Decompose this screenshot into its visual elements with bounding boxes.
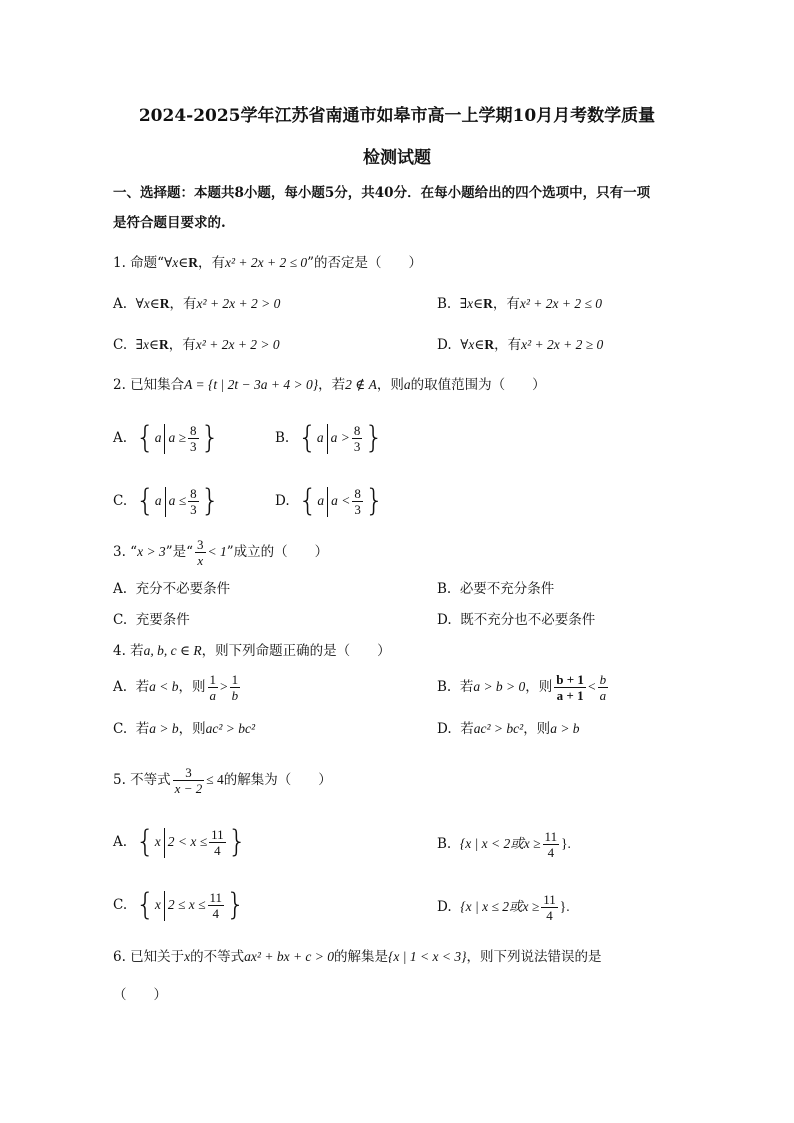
fraction: $\frac{1}{a}$ — [209, 672, 217, 703]
q3-condition2: < 1 — [207, 544, 227, 559]
fraction: $\frac{8}{3}$ — [354, 486, 361, 517]
option-label: B. — [275, 430, 290, 446]
q6-inequality: ax² + bx + c > 0 — [244, 949, 335, 964]
q5-relation: ≤ 4 — [206, 772, 224, 787]
right-brace: } — [200, 420, 220, 456]
fraction: $\frac{b}{a}$ — [599, 672, 607, 703]
q4-option-c[interactable]: C. 若a > b，则ac² > bc² — [113, 721, 256, 737]
left-brace: { — [135, 887, 155, 923]
question-5-stem — [113, 763, 332, 797]
q2-mid: ，若 — [318, 377, 346, 393]
set-relation: a ≤ — [168, 493, 187, 508]
option-text: 充分不必要条件 — [135, 581, 231, 597]
q4-option-b[interactable]: B. 若a > b > 0，则 $\frac{b + 1}{a + 1}$ < $\frac{b}{a}$ — [437, 672, 607, 703]
option-condition: a > b > 0 — [473, 679, 526, 694]
question-2-stem — [113, 376, 546, 394]
option-label: D. — [275, 493, 290, 509]
option-text: 既不充分也不必要条件 — [460, 612, 596, 628]
q3-option-b[interactable]: B. 必要不充分条件 — [437, 581, 555, 597]
q3-option-d[interactable]: D. 既不充分也不必要条件 — [437, 612, 596, 628]
q6-prefix: 6. 已知关于 — [113, 949, 185, 965]
question-6-stem: 6. 已知关于x的不等式ax² + bx + c > 0的解集是{x | 1 < x < 3}，则下列说法错误的是 — [113, 949, 602, 965]
q1-option-d[interactable] — [437, 336, 603, 354]
q1-real-set: R — [188, 255, 198, 270]
right-brace: } — [200, 483, 220, 519]
q1-mid: ，有 — [197, 255, 225, 271]
set-variable: a — [154, 493, 162, 508]
q5-prefix: 5. 不等式 — [113, 772, 171, 788]
option-text: 必要不充分条件 — [459, 581, 555, 597]
option-mid: ，有 — [492, 296, 520, 312]
fraction: $\frac{8}{3}$ — [190, 486, 197, 517]
set-variable: a — [316, 430, 324, 445]
q2-option-d[interactable] — [275, 482, 384, 520]
option-expression: x² + 2x + 2 ≥ 0 — [521, 337, 604, 352]
q3-option-c[interactable]: C. 充要条件 — [113, 612, 190, 628]
q2-set: A = {t | 2t − 3a + 4 > 0} — [184, 377, 319, 392]
left-brace: { — [135, 420, 155, 456]
right-brace: } — [364, 483, 384, 519]
q2-option-c[interactable] — [113, 482, 220, 520]
option-quantifier: ∃x∈ — [135, 337, 160, 352]
option-label: C. — [113, 337, 128, 353]
fraction: $\frac{11}{4}$ — [211, 827, 224, 858]
fraction: $\frac{3}{x - 2}$ — [174, 765, 203, 796]
q2-condition: 2 ∉ A — [345, 377, 377, 392]
q4-prefix: 4. 若 — [113, 643, 144, 659]
option-label: C. — [113, 493, 128, 509]
page-title: 2024-2025学年江苏省南通市如皋市高一上学期10月月考数学质量 — [138, 106, 656, 126]
left-brace: { — [298, 483, 318, 519]
q2-mid2: ，则 — [376, 377, 404, 393]
set-relation: a > — [330, 430, 350, 445]
option-real-set: R — [484, 337, 495, 352]
q5-option-a[interactable]: A. {x 2 < x ≤ $\frac{11}{4}$ } — [113, 824, 247, 860]
right-brace: } — [227, 824, 247, 860]
fraction: $\frac{8}{3}$ — [190, 423, 197, 454]
q1-option-a[interactable] — [113, 295, 280, 313]
question-6-line2: （ ） — [113, 987, 167, 1003]
fraction: $\frac{11}{4}$ — [543, 892, 556, 923]
set-bar — [164, 891, 165, 921]
q1-quantifier: ∀x∈ — [164, 255, 189, 270]
q4-option-a[interactable]: A. 若a < b，则 $\frac{1}{a}$ > $\frac{1}{b}$ — [113, 672, 239, 703]
q1-proposition: x² + 2x + 2 ≤ 0 — [224, 255, 308, 270]
option-quantifier: ∀x∈ — [135, 296, 160, 311]
q3-option-a[interactable]: A. 充分不必要条件 — [113, 581, 231, 597]
set-bar — [165, 487, 166, 517]
option-label: B. — [437, 296, 452, 312]
page-title-line2: 检测试题 — [363, 148, 431, 168]
q2-variable: a — [403, 377, 411, 392]
set-bar — [327, 424, 328, 454]
question-1-stem — [113, 254, 422, 272]
fraction: $\frac{b + 1}{a + 1}$ — [556, 672, 584, 703]
left-brace: { — [135, 824, 155, 860]
set-bar — [327, 487, 328, 517]
option-mid: ，有 — [168, 337, 196, 353]
q3-condition1: x > 3 — [137, 544, 166, 559]
fraction: $\frac{11}{4}$ — [544, 829, 558, 860]
q1-option-b[interactable] — [437, 295, 602, 313]
q1-option-c[interactable] — [113, 336, 280, 354]
option-expression: x² + 2x + 2 > 0 — [195, 337, 280, 352]
set-relation: a ≥ — [168, 430, 187, 445]
option-real-set: R — [159, 296, 170, 311]
q5-suffix: 的解集为（ ） — [223, 772, 332, 788]
option-condition: a < b — [149, 679, 179, 694]
q2-option-a[interactable] — [113, 419, 220, 457]
q2-prefix: 2. 已知集合 — [113, 377, 185, 393]
right-brace: } — [364, 420, 384, 456]
question-4-stem — [113, 642, 391, 660]
q4-suffix: ，则下列命题正确的是（ ） — [201, 643, 391, 659]
right-brace: } — [226, 887, 246, 923]
option-label: A. — [113, 430, 128, 446]
option-quantifier: ∃x∈ — [459, 296, 484, 311]
option-mid: ，有 — [494, 337, 522, 353]
option-real-set: R — [483, 296, 493, 311]
section-heading: 一、选择题：本题共8小题，每小题5分，共40分．在每小题给出的四个选项中，只有一项 — [113, 185, 651, 201]
option-quantifier: ∀x∈ — [460, 337, 485, 352]
q4-option-d[interactable]: D. 若ac² > bc²，则a > b — [437, 721, 580, 737]
left-brace: { — [135, 483, 155, 519]
set-bar — [164, 828, 165, 858]
option-text: 充要条件 — [135, 612, 190, 628]
fraction: $\frac{1}{b}$ — [231, 672, 239, 703]
q1-prefix: 1. 命题“ — [113, 255, 165, 271]
q5-option-c[interactable]: C. {x 2 ≤ x ≤ $\frac{11}{4}$ } — [113, 887, 246, 923]
section-heading-line2: 是符合题目要求的. — [113, 215, 226, 231]
q4-variables: a, b, c ∈ R — [143, 643, 202, 658]
set-relation: a < — [331, 493, 351, 508]
q2-option-b[interactable] — [275, 419, 384, 457]
question-3-stem — [113, 535, 328, 569]
option-label: D. — [437, 337, 452, 353]
q5-option-b[interactable]: B. {x | x < 2或x ≥ $\frac{11}{4}$ }. — [437, 829, 571, 860]
fraction: $\frac{3}{x}$ — [197, 537, 204, 568]
fraction: $\frac{8}{3}$ — [353, 423, 361, 454]
q3-prefix: 3. “ — [113, 544, 138, 560]
option-label: A. — [113, 296, 128, 312]
option-mid: ，有 — [169, 296, 197, 312]
left-brace: { — [297, 420, 317, 456]
q3-suffix: ”成立的（ ） — [226, 544, 329, 560]
q6-solution-set: {x | 1 < x < 3} — [388, 949, 467, 964]
set-variable: a — [154, 430, 162, 445]
q2-suffix: 的取值范围为（ ） — [410, 377, 546, 393]
option-expression: x² + 2x + 2 > 0 — [196, 296, 281, 311]
set-variable: a — [317, 493, 325, 508]
fraction: $\frac{11}{4}$ — [209, 890, 223, 921]
q5-option-d[interactable]: D. {x | x ≤ 2或x ≥ $\frac{11}{4}$ }. — [437, 892, 570, 923]
q3-mid: ”是“ — [165, 544, 193, 560]
q1-suffix: ”的否定是（ ） — [307, 255, 423, 271]
option-real-set: R — [159, 337, 169, 352]
set-bar — [164, 424, 165, 454]
option-expression: x² + 2x + 2 ≤ 0 — [519, 296, 603, 311]
